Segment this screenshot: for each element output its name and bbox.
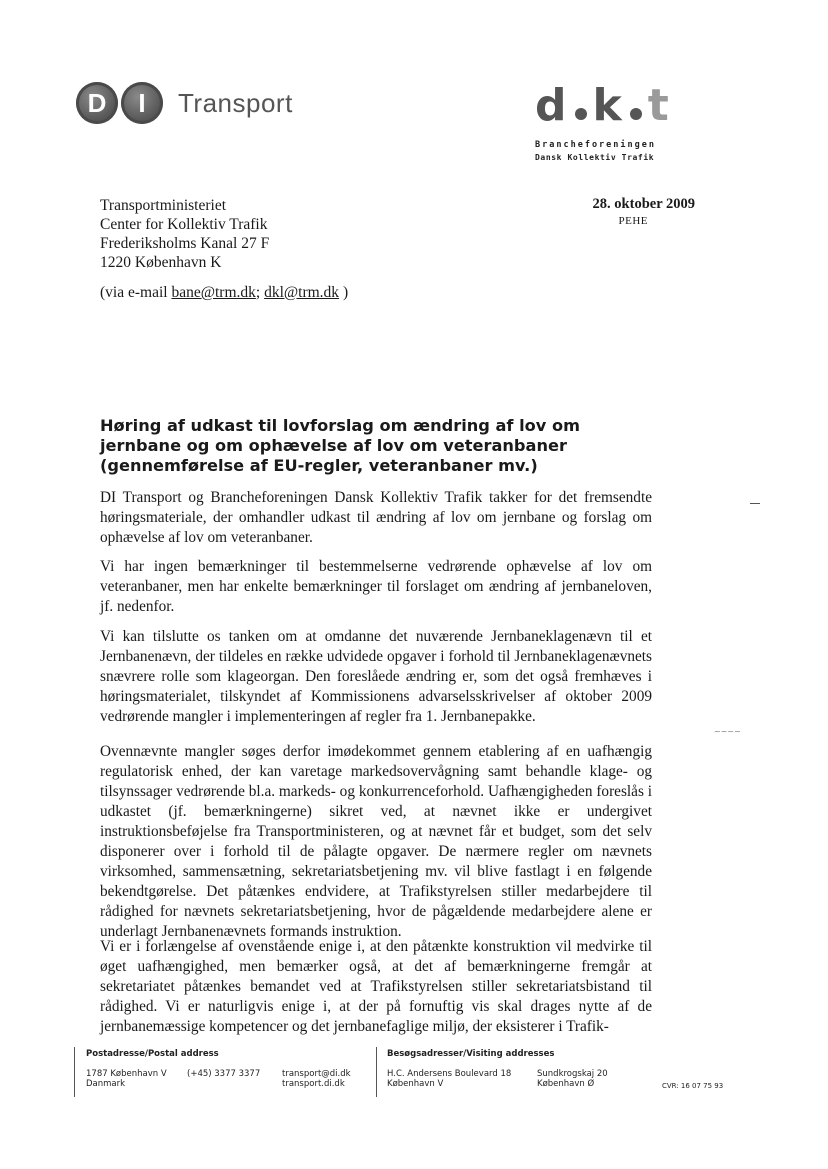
di-logo-letter-d: D	[87, 87, 107, 118]
footer-visit2-city: København Ø	[537, 1079, 595, 1089]
di-logo-wordmark: Transport	[178, 87, 293, 118]
recipient-line: Center for Kollektiv Trafik	[100, 216, 268, 233]
via-prefix: (via e-mail	[100, 284, 172, 301]
footer-visit1-city: København V	[387, 1079, 444, 1089]
margin-scribble: ~~~~	[714, 727, 741, 736]
recipient-line: 1220 København K	[100, 254, 222, 271]
footer-postal-country: Danmark	[86, 1079, 126, 1089]
dkt-logo	[535, 82, 695, 162]
di-logo-circle-i	[121, 82, 163, 124]
body-paragraph-3: Vi kan tilslutte os tanken om at omdanne det nuværende Jernbaneklagenævn til et Jernbanenævn, der tildeles en række udvidede opgaver i forhold til Jernbaneklagenævnets snævrere rolle som klageorgan. Den foreslåede ændring er, som det også fremhæves i høringsmaterialet, tilskyndet af Kommissionens advarselsskrivelser af oktober 2009 vedrørende mangler i implementeringen af regler fra 1. Jernbanepakke.	[100, 628, 652, 725]
email-link-bane[interactable]: bane@trm.dk	[171, 284, 256, 301]
footer-visit2-street: Sundkrogskaj 20	[537, 1069, 608, 1079]
footer-divider-left	[74, 1047, 75, 1097]
margin-dash	[750, 503, 760, 504]
footer-cvr: CVR: 16 07 75 93	[662, 1082, 724, 1090]
di-transport-logo	[76, 80, 293, 126]
email-link-dkl[interactable]: dkl@trm.dk	[264, 284, 340, 301]
dkt-subtitle-1: Brancheforeningen	[535, 140, 656, 150]
footer-email: transport@di.dk	[282, 1069, 351, 1079]
body-paragraph-1: DI Transport og Brancheforeningen Dansk Kollektiv Trafik takker for det fremsendte høringsmateriale, der omhandler udkast til ændring af lov om jernbane og forslag om ophævelse af lov om veteranbaner.	[100, 489, 652, 546]
body-paragraph-5: Vi er i forlængelse af ovenstående enige i, at den påtænkte konstruktion vil medvirke til øget uafhængighed, men bemærker også, at det af bemærkningerne fremgår at sekretariatet påtænkes bemandet ved at Trafikstyrelsen stiller sekretariatsbistand til rådighed. Vi er naturligvis enige i, at der på fornuftig vis skal drages nytte af de jernbanemæssige kompetencer og det jernbanefaglige miljø, der eksisterer i Trafik-	[100, 938, 652, 1035]
footer-divider-middle	[376, 1047, 377, 1097]
via-email-line	[100, 284, 348, 302]
letter-date: 28. oktober 2009	[592, 196, 695, 212]
dkt-dot-icon	[630, 108, 642, 120]
di-logo-letter-i: I	[138, 87, 146, 118]
di-logo-circle-d	[76, 82, 118, 124]
letter-subject-title: Høring af udkast til lovforslag om ændring af lov om jernbane og om ophævelse af lov om veteranbaner (gennemførelse af EU-regler, veteranbaner mv.)	[100, 416, 580, 475]
footer-visit-label: Besøgsadresser/Visiting addresses	[387, 1049, 555, 1059]
dkt-letter-t: t	[647, 80, 671, 131]
recipient-address	[100, 196, 269, 272]
via-suffix: )	[339, 284, 349, 301]
footer-web: transport.di.dk	[282, 1079, 345, 1089]
footer-postal-city: 1787 København V	[86, 1069, 167, 1079]
footer-phone: (+45) 3377 3377	[187, 1069, 261, 1079]
body-paragraph-4: Ovennævnte mangler søges derfor imødekommet gennem etablering af en uafhængig regulatorisk enhed, der kan varetage markedsovervågning samt behandle klage- og tilsynssager vedrørende bl.a. markeds- og konkurrenceforhold. Uafhængigheden foreslås i udkastet (jf. bemærkningerne) sikret ved, at nævnet ikke er undergivet instruktionsbeføjelse fra Transportministeren, og at nævnet får et budget, som det selv disponerer over i forhold til de pålagte opgaver. De nærmere regler om nævnets virksomhed, sammensætning, sekretariatsbetjening mv. vil blive fastlagt i en følgende bekendtgørelse. Det påtænkes endvidere, at Trafikstyrelsen stiller medarbejdere til rådighed for nævnets sekretariatsbetjening, hvor de pågældende medarbejdere alene er underlagt Jernbanenævnets formands instruktion.	[100, 743, 652, 940]
dkt-dot-icon	[575, 108, 587, 120]
body-paragraph-2: Vi har ingen bemærkninger til bestemmelserne vedrørende ophævelse af lov om veteranbaner, men har enkelte bemærkninger til forslaget om ændring af jernbaneloven, jf. nedenfor.	[100, 558, 652, 615]
via-separator: ;	[255, 284, 265, 301]
footer-postal-label: Postadresse/Postal address	[86, 1049, 219, 1059]
reference-initials: PEHE	[618, 215, 648, 227]
dkt-logo-mark	[535, 82, 695, 138]
dkt-letter-d: d	[535, 80, 569, 131]
recipient-line: Frederiksholms Kanal 27 F	[100, 235, 270, 252]
footer-visit1-street: H.C. Andersens Boulevard 18	[387, 1069, 512, 1079]
recipient-line: Transportministeriet	[100, 197, 227, 214]
dkt-letter-k: k	[592, 80, 624, 131]
dkt-subtitle-2: Dansk Kollektiv Trafik	[535, 153, 655, 162]
